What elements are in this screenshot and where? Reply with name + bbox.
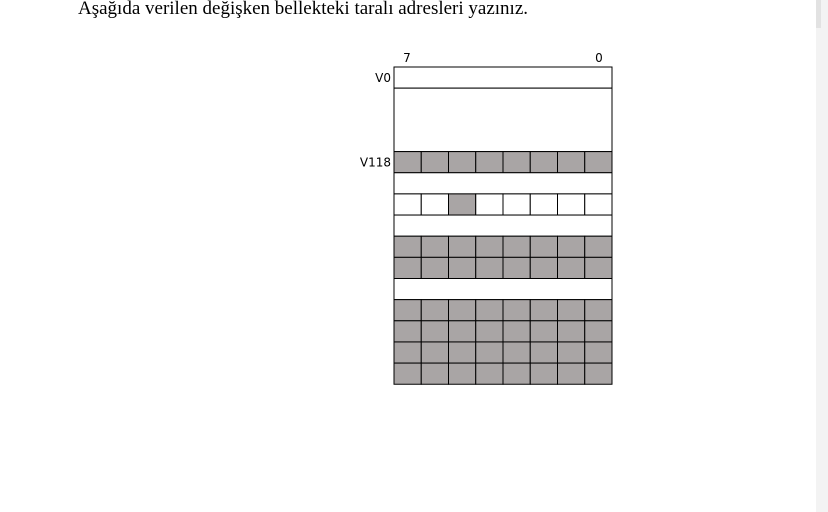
page-margin-edge <box>816 0 821 28</box>
memory-bit-shaded <box>558 321 585 342</box>
memory-bit-shaded <box>421 300 448 321</box>
memory-bit-shaded <box>476 363 503 384</box>
memory-bit-shaded <box>558 342 585 363</box>
memory-bit-shaded <box>476 300 503 321</box>
memory-bit-empty <box>394 194 421 215</box>
memory-row-empty <box>394 88 612 151</box>
memory-bit-shaded <box>421 321 448 342</box>
memory-bit-shaded <box>530 342 557 363</box>
memory-bit-empty <box>530 194 557 215</box>
memory-bit-shaded <box>476 321 503 342</box>
page-margin-strip <box>816 0 828 512</box>
row-label-v0: V0 <box>375 71 391 86</box>
memory-bit-shaded <box>503 363 530 384</box>
memory-bit-shaded <box>476 152 503 173</box>
memory-bit-shaded <box>585 321 612 342</box>
memory-bit-empty <box>585 194 612 215</box>
memory-row-empty <box>394 215 612 236</box>
bit-label-msb: 7 <box>403 51 411 65</box>
memory-bit-shaded <box>394 257 421 278</box>
memory-bit-shaded <box>394 363 421 384</box>
memory-row-empty <box>394 173 612 194</box>
memory-bit-shaded <box>558 152 585 173</box>
memory-bit-shaded <box>503 257 530 278</box>
memory-bit-shaded <box>530 321 557 342</box>
memory-bit-shaded <box>585 363 612 384</box>
memory-bit-shaded <box>503 152 530 173</box>
memory-bit-shaded <box>530 152 557 173</box>
memory-bit-shaded <box>585 257 612 278</box>
memory-bit-shaded <box>449 194 476 215</box>
bit-label-lsb: 0 <box>595 51 603 65</box>
memory-bit-shaded <box>503 321 530 342</box>
memory-bit-shaded <box>476 236 503 257</box>
memory-bit-shaded <box>476 257 503 278</box>
memory-bit-shaded <box>394 342 421 363</box>
memory-bit-empty <box>421 194 448 215</box>
memory-bit-shaded <box>449 257 476 278</box>
memory-row-empty <box>394 67 612 88</box>
memory-bit-shaded <box>585 300 612 321</box>
memory-bit-empty <box>558 194 585 215</box>
memory-bit-shaded <box>421 236 448 257</box>
row-label-v118: V118 <box>359 155 391 170</box>
memory-bit-shaded <box>585 152 612 173</box>
memory-bit-shaded <box>449 321 476 342</box>
memory-bit-shaded <box>503 342 530 363</box>
memory-bit-shaded <box>421 152 448 173</box>
memory-bit-shaded <box>421 342 448 363</box>
memory-bit-empty <box>503 194 530 215</box>
memory-bit-shaded <box>503 236 530 257</box>
memory-bit-shaded <box>449 342 476 363</box>
memory-bit-shaded <box>558 257 585 278</box>
memory-bit-shaded <box>558 236 585 257</box>
memory-bit-shaded <box>394 236 421 257</box>
memory-bit-shaded <box>449 363 476 384</box>
memory-bit-shaded <box>394 321 421 342</box>
memory-bit-shaded <box>503 300 530 321</box>
memory-bit-shaded <box>421 363 448 384</box>
memory-bit-shaded <box>449 300 476 321</box>
memory-bit-shaded <box>585 342 612 363</box>
memory-bit-shaded <box>558 363 585 384</box>
memory-bit-shaded <box>530 257 557 278</box>
memory-bit-shaded <box>449 236 476 257</box>
memory-bit-shaded <box>530 363 557 384</box>
memory-bit-shaded <box>530 300 557 321</box>
memory-bit-shaded <box>558 300 585 321</box>
memory-bit-shaded <box>449 152 476 173</box>
memory-bit-shaded <box>394 300 421 321</box>
memory-bit-shaded <box>394 152 421 173</box>
question-instruction: Aşağıda verilen değişken bellekteki taralı adresleri yazınız. <box>78 0 529 19</box>
memory-bit-shaded <box>476 342 503 363</box>
memory-bit-shaded <box>421 257 448 278</box>
memory-grid <box>350 48 620 388</box>
memory-row-empty <box>394 279 612 300</box>
memory-diagram <box>350 48 620 388</box>
memory-bit-empty <box>476 194 503 215</box>
memory-bit-shaded <box>530 236 557 257</box>
memory-bit-shaded <box>585 236 612 257</box>
